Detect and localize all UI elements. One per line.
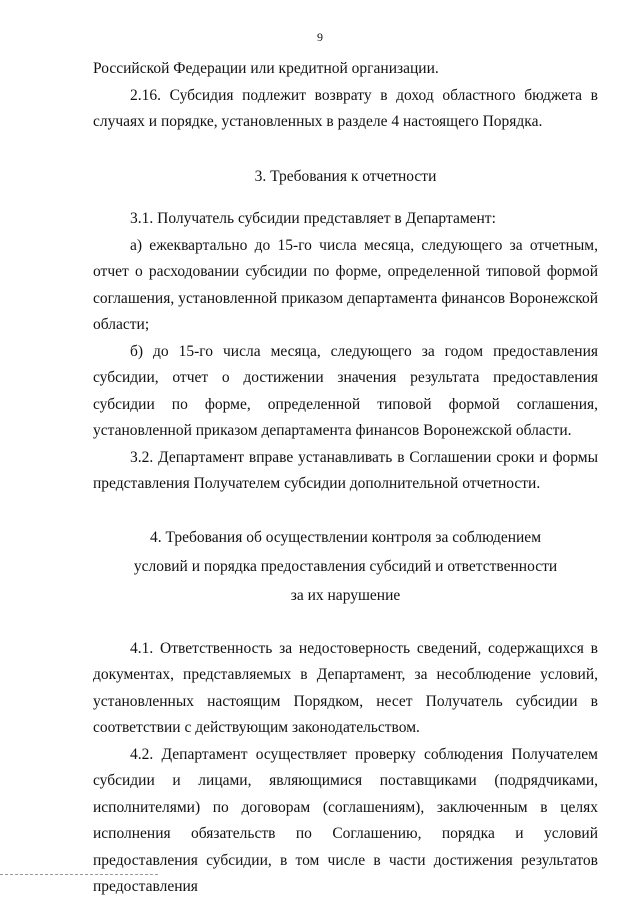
paragraph-3-1: 3.1. Получатель субсидии представляет в Департамент: xyxy=(130,210,496,227)
paragraph-3-1-b: б) до 15-го числа месяца, следующего за годом предоставления субсидии, отчет о достижении значения результата предоставления субсидии по форме, определенной типовой формой соглашения, установленной приказом департамента финансов Воронежской области. xyxy=(93,342,598,439)
section-4-title xyxy=(93,523,598,610)
paragraph-4-2: 4.2. Департамент осуществляет проверку соблюдения Получателем субсидии и лицами, являющимися поставщиками (подрядчиками, исполнителями) по договорам (соглашениям), заключенным в целях исполнения обязательств по Соглашению, порядка и условий предоставления субсидии, в том числе в части достижения результатов предоставления xyxy=(93,745,598,895)
section-3-title: 3. Требования к отчетности xyxy=(254,167,437,185)
document-body xyxy=(93,56,598,901)
footer-divider xyxy=(0,874,158,875)
paragraph-continuation: Российской Федерации или кредитной организации. xyxy=(93,60,439,77)
paragraph-3-1-a: а) ежеквартально до 15-го числа месяца, следующего за отчетным, отчет о расходовании субсидии по форме, определенной типовой формой соглашения, установленной приказом департамента финансов Воронежской области; xyxy=(93,236,598,333)
paragraph-2-16: 2.16. Субсидия подлежит возврату в доход областного бюджета в случаях и порядке, установленных в разделе 4 настоящего Порядка. xyxy=(93,86,598,130)
paragraph-3-2: 3.2. Департамент вправе устанавливать в Соглашении сроки и формы представления Получателем субсидии дополнительной отчетности. xyxy=(93,448,598,492)
paragraph-4-1: 4.1. Ответственность за недостоверность сведений, содержащихся в документах, представляемых в Департамент, за несоблюдение условий, установленных настоящим Порядком, несет Получатель субсидии в соответствии с действующим законодательством. xyxy=(93,639,598,736)
page-number: 9 xyxy=(317,30,323,44)
section-4-title-line: 4. Требования об осуществлении контроля за соблюдением xyxy=(149,528,541,546)
section-4-title-line: условий и порядка предоставления субсидий и ответственности xyxy=(133,557,558,575)
section-4-title-line: за их нарушение xyxy=(290,586,401,604)
